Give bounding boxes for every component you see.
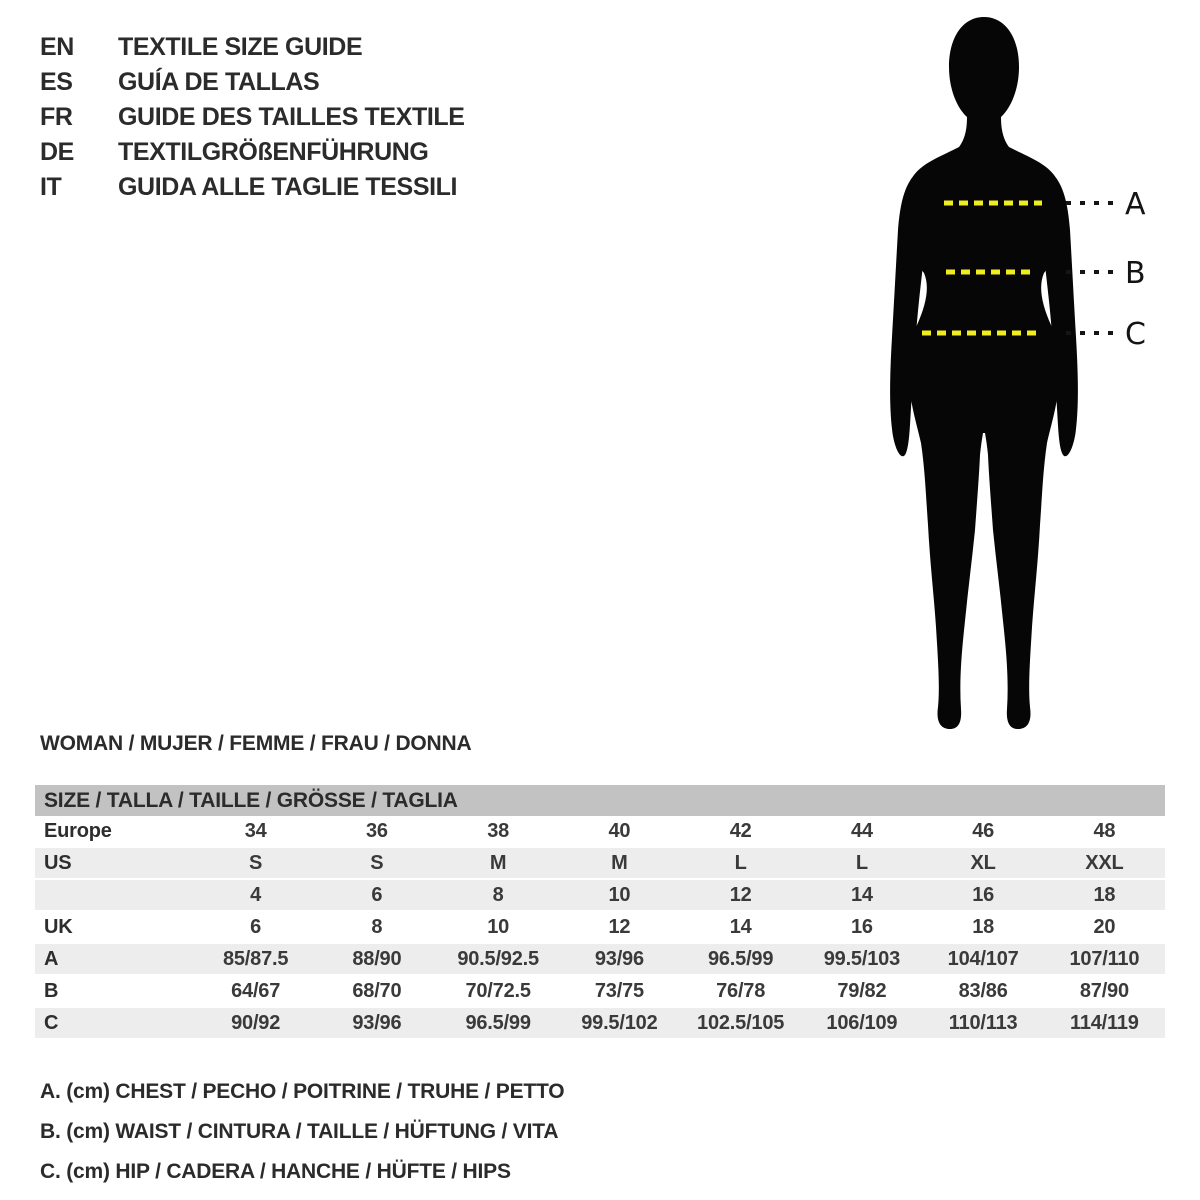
table-cell: 110/113 <box>948 1012 1018 1034</box>
table-row <box>35 848 1165 880</box>
table-cell: 64/67 <box>231 980 281 1002</box>
table-cell: 10 <box>608 884 631 906</box>
legend-line: C. (cm) HIP / CADERA / HANCHE / HÜFTE / HIPS <box>40 1160 511 1183</box>
table-row-label: UK <box>44 916 73 938</box>
table-cell: 42 <box>729 820 752 842</box>
table-cell: 6 <box>371 884 383 906</box>
language-code: IT <box>40 173 62 201</box>
table-cell: 93/96 <box>594 948 644 970</box>
table-row-label: C <box>44 1012 59 1034</box>
table-cell: 96.5/99 <box>707 948 774 970</box>
table-cell: 46 <box>972 820 995 842</box>
table-cell: 38 <box>487 820 510 842</box>
size-table-body <box>35 816 1165 1040</box>
table-cell: S <box>249 852 263 874</box>
hip-label: C <box>1125 317 1146 352</box>
table-cell: M <box>489 852 507 874</box>
language-title: TEXTILE SIZE GUIDE <box>118 33 363 61</box>
table-cell: 68/70 <box>352 980 402 1002</box>
table-row <box>35 912 1165 944</box>
table-cell: 76/78 <box>716 980 766 1002</box>
table-cell: 12 <box>608 916 631 938</box>
waist-label: B <box>1125 256 1146 291</box>
table-cell: 114/119 <box>1070 1012 1139 1034</box>
table-cell: 20 <box>1093 916 1116 938</box>
table-cell: XXL <box>1085 852 1124 874</box>
table-cell: 99.5/103 <box>823 948 900 970</box>
language-row <box>40 170 465 205</box>
size-table <box>35 785 1165 1040</box>
table-cell: 36 <box>365 820 388 842</box>
table-cell: 6 <box>250 916 262 938</box>
table-row <box>35 880 1165 912</box>
table-cell: 106/109 <box>826 1012 898 1034</box>
table-cell: 10 <box>487 916 510 938</box>
language-list <box>40 30 465 205</box>
legend-line: A. (cm) CHEST / PECHO / POITRINE / TRUHE / PETTO <box>40 1080 565 1103</box>
table-cell: 85/87.5 <box>222 948 289 970</box>
table-cell: 70/72.5 <box>465 980 531 1002</box>
table-cell: 18 <box>972 916 995 938</box>
size-table-header: SIZE / TALLA / TAILLE / GRÖSSE / TAGLIA <box>35 785 1165 816</box>
table-cell: 12 <box>729 884 752 906</box>
table-cell: 8 <box>371 916 383 938</box>
table-row-label: B <box>44 980 59 1002</box>
table-cell: 18 <box>1093 884 1116 906</box>
language-row <box>40 135 465 170</box>
table-cell: 96.5/99 <box>465 1012 531 1034</box>
table-cell: 90/92 <box>231 1012 281 1034</box>
section-title: WOMAN / MUJER / FEMME / FRAU / DONNA <box>40 732 472 755</box>
table-row <box>35 1008 1165 1040</box>
language-code: DE <box>40 138 74 166</box>
table-cell: 93/96 <box>352 1012 402 1034</box>
body-silhouette <box>905 17 1062 729</box>
table-row-label <box>35 880 195 910</box>
language-row <box>40 30 465 65</box>
table-row <box>35 816 1165 848</box>
table-row <box>35 976 1165 1008</box>
language-row <box>40 100 465 135</box>
table-row <box>35 944 1165 976</box>
table-row-label: A <box>44 948 59 970</box>
table-cell: 48 <box>1093 820 1116 842</box>
table-cell: S <box>370 852 384 874</box>
table-cell: 79/82 <box>837 980 887 1002</box>
language-row <box>40 65 465 100</box>
table-row-label: Europe <box>44 820 112 842</box>
language-title: TEXTILGRÖßENFÜHRUNG <box>118 138 429 166</box>
table-cell: 40 <box>608 820 631 842</box>
table-cell: 88/90 <box>352 948 402 970</box>
language-code: EN <box>40 33 74 61</box>
table-cell: 8 <box>492 884 504 906</box>
table-cell: 90.5/92.5 <box>457 948 539 970</box>
table-cell: 44 <box>850 820 873 842</box>
table-cell: 4 <box>250 884 262 906</box>
table-cell: XL <box>970 852 996 874</box>
table-cell: 104/107 <box>947 948 1019 970</box>
table-cell: 34 <box>244 820 267 842</box>
table-cell: 16 <box>850 916 873 938</box>
language-title: GUIDA ALLE TAGLIE TESSILI <box>118 173 458 201</box>
table-cell: 99.5/102 <box>581 1012 658 1034</box>
language-title: GUIDE DES TAILLES TEXTILE <box>118 103 465 131</box>
table-cell: 102.5/105 <box>697 1012 785 1034</box>
language-code: ES <box>40 68 73 96</box>
woman-silhouette-figure <box>864 15 1194 735</box>
table-cell: 83/86 <box>958 980 1008 1002</box>
table-cell: M <box>611 852 628 874</box>
table-cell: L <box>855 852 868 874</box>
language-title: GUÍA DE TALLAS <box>118 68 320 96</box>
table-cell: 14 <box>850 884 873 906</box>
table-cell: 73/75 <box>594 980 644 1002</box>
table-row-label: US <box>44 852 72 874</box>
table-cell: L <box>734 852 747 874</box>
measurement-legend <box>40 1072 564 1192</box>
table-cell: 107/110 <box>1069 948 1140 970</box>
table-cell: 87/90 <box>1079 980 1129 1002</box>
language-code: FR <box>40 103 73 131</box>
table-cell: 16 <box>972 884 995 906</box>
chest-label: A <box>1125 187 1146 222</box>
legend-line: B. (cm) WAIST / CINTURA / TAILLE / HÜFTUNG / VITA <box>40 1120 559 1143</box>
table-cell: 14 <box>729 916 752 938</box>
